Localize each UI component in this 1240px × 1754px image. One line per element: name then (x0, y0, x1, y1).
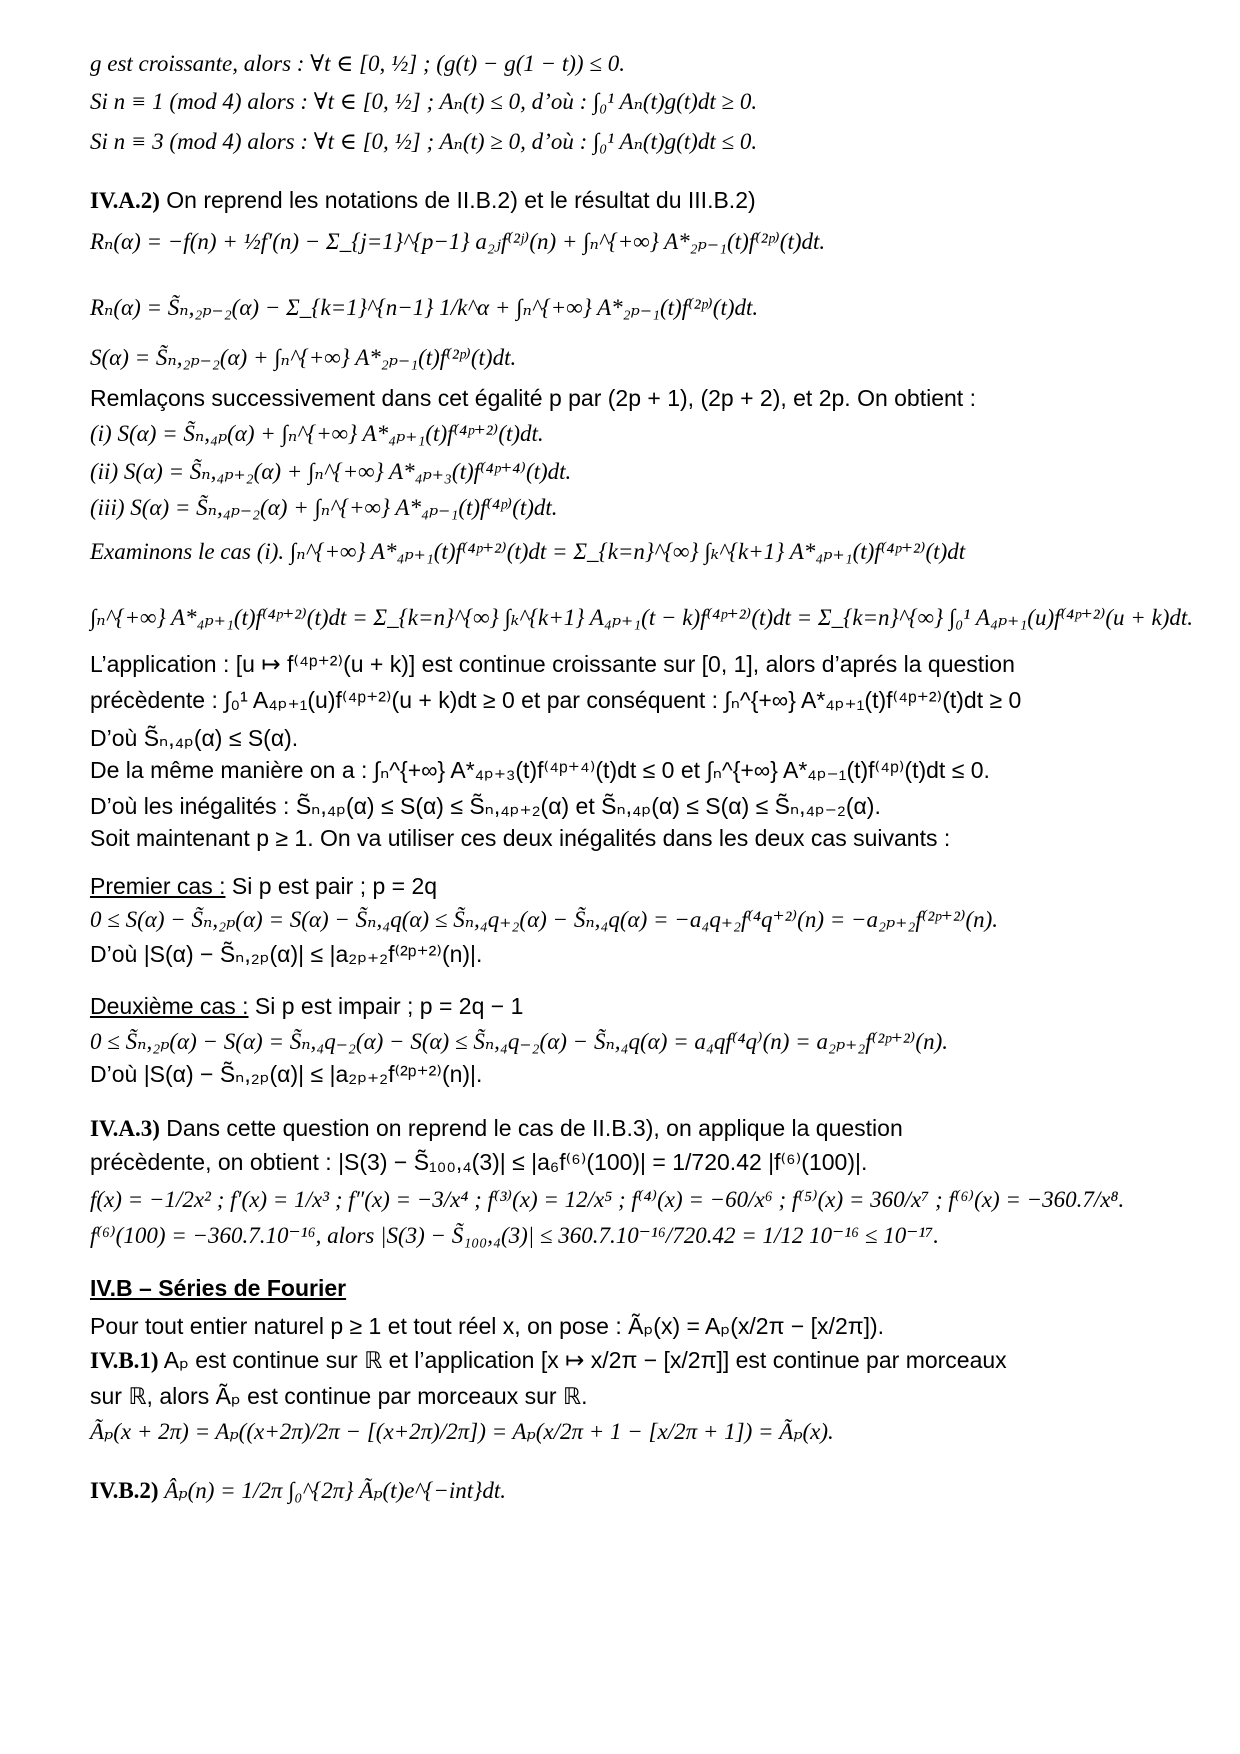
text-line: Si n ≡ 3 (mod 4) alors : ∀t ∈ [0, ½] ; Aₙ(t) ≥ 0, d’où : ∫₀¹ Aₙ(t)g(t)dt ≤ 0. (90, 129, 758, 154)
section-text: Âₚ(n) = 1/2π ∫₀^{2π} Ãₚ(t)e^{−int}dt. (158, 1478, 506, 1503)
case-heading (90, 872, 437, 900)
case-label: Deuxième cas : (90, 993, 249, 1019)
equation-line: Ãₚ(x + 2π) = Aₚ((x+2π)/2π − [(x+2π)/2π]) = Aₚ(x/2π + 1 − [x/2π + 1]) = Ãₚ(x). (90, 1419, 834, 1444)
equation-line: f(x) = −1/2x² ; f′(x) = 1/x³ ; f″(x) = −3/x⁴ ; f⁽³⁾(x) = 12/x⁵ ; f⁽⁴⁾(x) = −60/x⁶ ; f⁽⁵⁾(x) = 360/x⁷ ; f⁽⁶⁾(x) = −360.7/x⁸. (90, 1187, 1125, 1212)
text-line: sur ℝ, alors Ãₚ est continue par morceaux sur ℝ. (90, 1383, 588, 1409)
section-heading-iv-b-2 (90, 1476, 506, 1505)
section-label: IV.A.3) (90, 1116, 160, 1141)
text-line: Si n ≡ 1 (mod 4) alors : ∀t ∈ [0, ½] ; Aₙ(t) ≤ 0, d’où : ∫₀¹ Aₙ(t)g(t)dt ≥ 0. (90, 89, 758, 114)
equation-line: (ii) S(α) = S̃ₙ,₄ₚ₊₂(α) + ∫ₙ^{+∞} A*₄ₚ₊₃(t)f⁽⁴ᵖ⁺⁴⁾(t)dt. (90, 459, 572, 484)
equation-line: S(α) = S̃ₙ,₂ₚ₋₂(α) + ∫ₙ^{+∞} A*₂ₚ₋₁(t)f⁽²ᵖ⁾(t)dt. (90, 345, 517, 370)
text-line: Pour tout entier naturel p ≥ 1 et tout réel x, on pose : Ãₚ(x) = Aₚ(x/2π − [x/2π]). (90, 1313, 885, 1339)
equation-line: ∫ₙ^{+∞} A*₄ₚ₊₁(t)f⁽⁴ᵖ⁺²⁾(t)dt = Σ_{k=n}^{∞} ∫ₖ^{k+1} A₄ₚ₊₁(t − k)f⁽⁴ᵖ⁺²⁾(t)dt = Σ_{k=n}^{∞} ∫₀¹ A₄ₚ₊₁(u)f⁽⁴ᵖ⁺²⁾(u + k)dt. (90, 605, 1194, 630)
text-line: D’où |S(α) − S̃ₙ,₂ₚ(α)| ≤ |a₂ₚ₊₂f⁽²ᵖ⁺²⁾(n)|. (90, 1061, 483, 1087)
text-line: précèdente : ∫₀¹ A₄ₚ₊₁(u)f⁽⁴ᵖ⁺²⁾(u + k)dt ≥ 0 et par conséquent : ∫ₙ^{+∞} A*₄ₚ₊₁(t)f⁽⁴ᵖ⁺²⁾(t)dt ≥ 0 (90, 687, 1022, 713)
section-text: Dans cette question on reprend le cas de II.B.3), on applique la question (159, 1115, 903, 1141)
equation-line: Rₙ(α) = S̃ₙ,₂ₚ₋₂(α) − Σ_{k=1}^{n−1} 1/k^α + ∫ₙ^{+∞} A*₂ₚ₋₁(t)f⁽²ᵖ⁾(t)dt. (90, 295, 759, 320)
section-label: IV.A.2) (90, 188, 160, 213)
text-line: D’où S̃ₙ,₄ₚ(α) ≤ S(α). (90, 725, 299, 751)
text-line: D’où les inégalités : S̃ₙ,₄ₚ(α) ≤ S(α) ≤ S̃ₙ,₄ₚ₊₂(α) et S̃ₙ,₄ₚ(α) ≤ S(α) ≤ S̃ₙ,₄ₚ₋₂(α). (90, 793, 881, 819)
text-line: Soit maintenant p ≥ 1. On va utiliser ces deux inégalités dans les deux cas suivants : (90, 825, 951, 851)
section-heading-iv-b-1 (90, 1346, 1007, 1375)
section-text: Aₚ est continue sur ℝ et l’application [x ↦ x/2π − [x/2π]] est continue par morceaux (158, 1347, 1007, 1373)
section-label: IV.B.1) (90, 1348, 159, 1373)
section-label: IV.B.2) (90, 1478, 159, 1503)
section-text: On reprend les notations de II.B.2) et le résultat du III.B.2) (159, 187, 756, 213)
case-text: Si p est impair ; p = 2q − 1 (248, 993, 524, 1019)
text-line: Remlaçons successivement dans cet égalité p par (2p + 1), (2p + 2), et 2p. On obtient : (90, 385, 976, 411)
case-label: Premier cas : (90, 873, 226, 899)
equation-line: (iii) S(α) = S̃ₙ,₄ₚ₋₂(α) + ∫ₙ^{+∞} A*₄ₚ₋₁(t)f⁽⁴ᵖ⁾(t)dt. (90, 495, 558, 520)
equation-line: 0 ≤ S(α) − S̃ₙ,₂ₚ(α) = S(α) − S̃ₙ,₄q(α) ≤ S̃ₙ,₄q₊₂(α) − S̃ₙ,₄q(α) = −a₄q₊₂f⁽⁴q⁺²⁾(n) = −a₂ₚ₊₂f⁽²ᵖ⁺²⁾(n). (90, 907, 999, 932)
text-line: g est croissante, alors : ∀t ∈ [0, ½] ; (g(t) − g(1 − t)) ≤ 0. (90, 51, 625, 76)
section-heading-iv-a-3 (90, 1114, 903, 1143)
text-line: L’application : [u ↦ f⁽⁴ᵖ⁺²⁾(u + k)] est continue croissante sur [0, 1], alors d’aprés la question (90, 651, 1015, 677)
text-line: D’où |S(α) − S̃ₙ,₂ₚ(α)| ≤ |a₂ₚ₊₂f⁽²ᵖ⁺²⁾(n)|. (90, 941, 483, 967)
equation-line: f⁽⁶⁾(100) = −360.7.10⁻¹⁶, alors |S(3) − S̃₁₀₀,₄(3)| ≤ 360.7.10⁻¹⁶/720.42 = 1/12 10⁻¹⁶ ≤ 10⁻¹⁷. (90, 1223, 940, 1248)
equation-line: Examinons le cas (i). ∫ₙ^{+∞} A*₄ₚ₊₁(t)f⁽⁴ᵖ⁺²⁾(t)dt = Σ_{k=n}^{∞} ∫ₖ^{k+1} A*₄ₚ₊₁(t)f⁽⁴ᵖ⁺²⁾(t)dt (90, 539, 966, 564)
equation-line: Rₙ(α) = −f(n) + ½f′(n) − Σ_{j=1}^{p−1} a₂ⱼf⁽²ʲ⁾(n) + ∫ₙ^{+∞} A*₂ₚ₋₁(t)f⁽²ᵖ⁾(t)dt. (90, 229, 826, 254)
section-heading-iv-a-2 (90, 186, 756, 215)
text-line: De la même manière on a : ∫ₙ^{+∞} A*₄ₚ₊₃(t)f⁽⁴ᵖ⁺⁴⁾(t)dt ≤ 0 et ∫ₙ^{+∞} A*₄ₚ₋₁(t)f⁽⁴ᵖ⁾(t)dt ≤ 0. (90, 757, 990, 783)
equation-line: 0 ≤ S̃ₙ,₂ₚ(α) − S(α) = S̃ₙ,₄q₋₂(α) − S(α) ≤ S̃ₙ,₄q₋₂(α) − S̃ₙ,₄q(α) = a₄qf⁽⁴q⁾(n) = a₂ₚ₊₂f⁽²ᵖ⁺²⁾(n). (90, 1029, 948, 1054)
case-heading (90, 992, 523, 1020)
section-heading-iv-b: IV.B – Séries de Fourier (90, 1275, 347, 1301)
case-text: Si p est pair ; p = 2q (225, 873, 438, 899)
equation-line: (i) S(α) = S̃ₙ,₄ₚ(α) + ∫ₙ^{+∞} A*₄ₚ₊₁(t)f⁽⁴ᵖ⁺²⁾(t)dt. (90, 421, 544, 446)
text-line: précèdente, on obtient : |S(3) − S̃₁₀₀,₄(3)| ≤ |a₆f⁽⁶⁾(100)| = 1/720.42 |f⁽⁶⁾(100)|. (90, 1149, 868, 1175)
